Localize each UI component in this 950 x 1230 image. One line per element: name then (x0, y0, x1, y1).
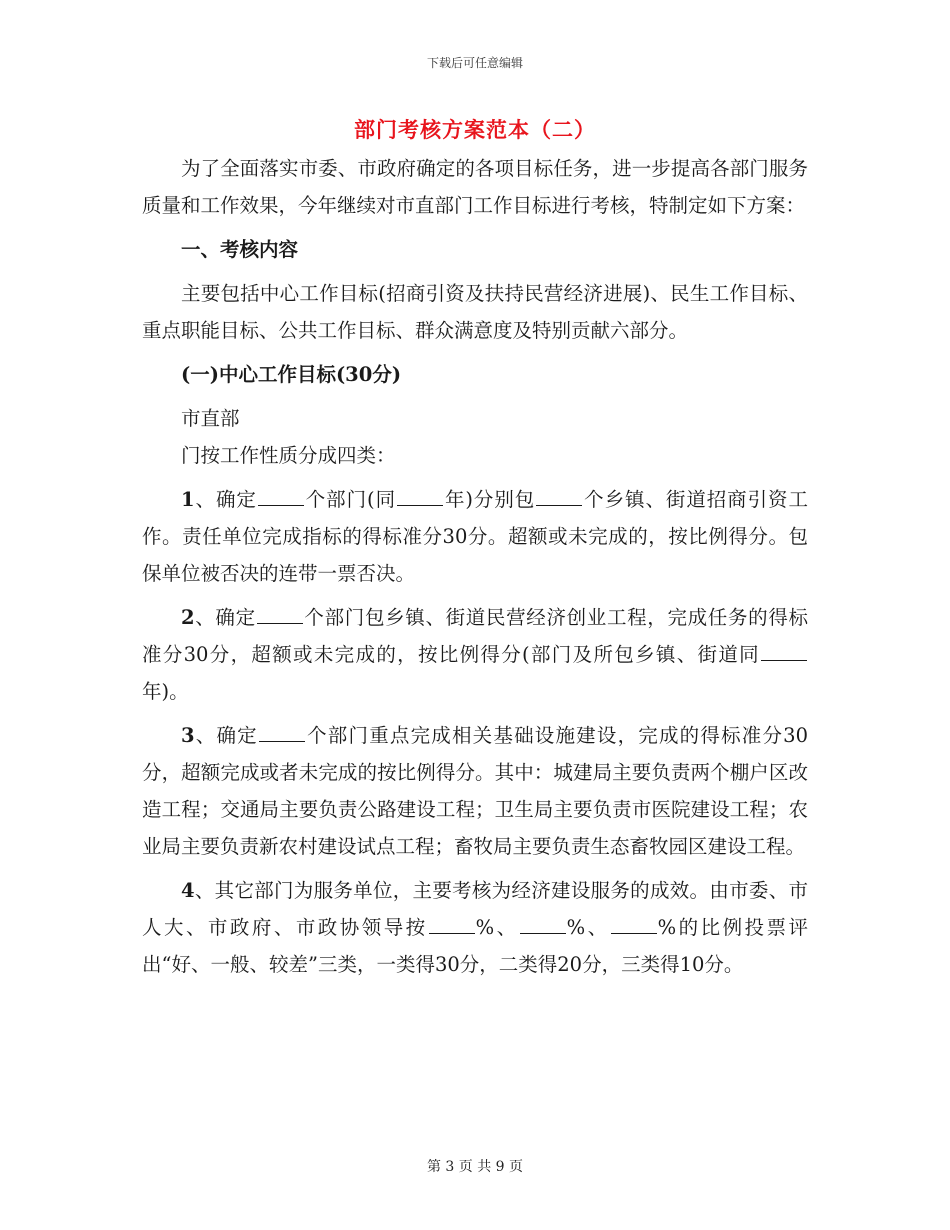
item-3-number: 3 (181, 724, 195, 747)
item-3-text-1: 、确定 (194, 724, 258, 747)
item-2-text-1: 、确定 (194, 606, 256, 629)
header-note: 下载后可任意编辑 (426, 56, 523, 70)
document-title: 部门考核方案范本（二） (354, 117, 596, 142)
blank-field (397, 483, 443, 506)
page-number-footer: 第 3 页 共 9 页 (426, 1159, 524, 1175)
blank-field (520, 911, 566, 934)
item-3-text-2: 个部门重点完成相关基础设施建设，完成的得标准分30分，超额完成或者未完成的按比例得分。其中：城建局主要负责两个棚户区改造工程；交通局主要负责公路建设工程；卫生局主要负责市医院建设工程；农业局主要负责新农村建设试点工程；畜牧局主要负责生态畜牧园区建设工程。 (142, 724, 808, 858)
content-paragraph: 主要包括中心工作目标(招商引资及扶持民营经济进展)、民生工作目标、重点职能目标、公共工作目标、群众满意度及特别贡献六部分。 (142, 282, 808, 342)
item-4-text-4: %的比例投票评出“好、一般、较差”三类，一类得30分，二类得20分，三类得10分。 (142, 916, 808, 976)
section-heading-1: 一、考核内容 (181, 238, 299, 261)
item-2-number: 2 (181, 606, 195, 629)
line-a: 市直部 (181, 407, 240, 430)
item-1-number: 1 (181, 488, 195, 511)
item-4-number: 4 (181, 879, 195, 902)
subsection-heading-1: (一)中心工作目标(30分) (181, 363, 402, 386)
intro-paragraph: 为了全面落实市委、市政府确定的各项目标任务，进一步提高各部门服务质量和工作效果，今年继续对市直部门工作目标进行考核，特制定如下方案： (142, 157, 808, 217)
item-1-text-3: 年)分别包 (444, 488, 536, 511)
document-body (142, 150, 808, 990)
item-1 (142, 481, 808, 592)
blank-field (536, 483, 582, 506)
item-1-text-4: 个乡镇、街道招商引资工作。责任单位完成指标的得标准分30分。超额或未完成的，按比例得分。包保单位被否决的连带一票否决。 (142, 488, 808, 585)
blank-field (259, 719, 305, 742)
item-4 (142, 872, 808, 983)
item-2-text-3: 年)。 (142, 680, 189, 703)
blank-field (258, 483, 304, 506)
item-1-text-1: 、确定 (194, 488, 257, 511)
item-1-text-2: 个部门(同 (304, 488, 397, 511)
blank-field (761, 638, 807, 661)
item-4-text-1: 、其它部门为服务单位，主要考核为经济建设服务的成效。由市委、市人大、市政府、市政协领导按 (142, 879, 808, 939)
blank-field (611, 911, 657, 934)
item-4-text-2: %、 (475, 916, 519, 939)
line-b: 门按工作性质分成四类： (181, 444, 396, 467)
item-2-text-2: 个部门包乡镇、街道民营经济创业工程，完成任务的得标准分30分，超额或未完成的，按比例得分(部门及所包乡镇、街道同 (142, 606, 808, 666)
blank-field (257, 601, 303, 624)
item-4-text-3: %、 (566, 916, 610, 939)
blank-field (429, 911, 475, 934)
item-2 (142, 599, 808, 710)
item-3 (142, 717, 808, 865)
